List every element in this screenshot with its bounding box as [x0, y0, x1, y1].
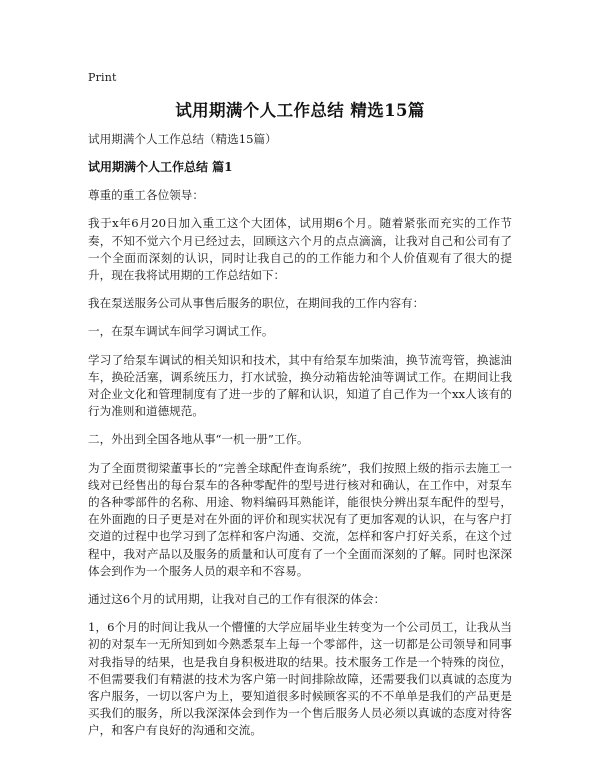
paragraph-item-one-heading: 一，在泵车调试车间学习调试工作。: [88, 324, 274, 339]
paragraph-reflection-one: 1，6个月的时间让我从一个懵懂的大学应届毕业生转变为一个公司员工，让我从当初的对泵车一无所知到如今熟悉泵车上每一个零部件，这一切都是公司领导和同事对我指导的结果，也是我自身积极进取的结果。技术服务工作是一个特殊的岗位，不但需要我们有精湛的技术为客户第一时间排除故障，还需要我们以真诚的态度为客户服务，一切以客户为上，要知道很多时候顾客买的不不单单是我们的产品更是买我们的服务，所以我深深体会到作为一个售后服务人员必须以真诚的态度对待客户，和客户有良好的沟通和交流。: [88, 620, 512, 738]
paragraph-greeting: 尊重的重工各位领导：: [88, 188, 204, 203]
paragraph-item-one-body: 学习了给泵车调试的相关知识和技术，其中有给泵车加柴油，换节流弯管，换滤油车，换砼活塞，调系统压力，打水试验，换分动箱齿轮油等调试工作。在期间让我对企业文化和管理制度有了进一步的了解和认识，知道了自己作为一个xx人该有的行为准则和道德规范。: [88, 352, 512, 419]
paragraph-item-two-body: 为了全面贯彻梁董事长的“完善全球配件查询系统”，我们按照上级的指示去施工一线对已经售出的每台泵车的各种零配件的型号进行核对和确认，在工作中，对泵车的各种零部件的名称、用途、物料编码耳熟能详，能很快分辨出泵车配件的型号，在外面跑的日子更是对在外面的评价和现实状况有了更加客观的认识，在与客户打交道的过程中也学习到了怎样和客户沟通、交流，怎样和客户打好关系，在这个过程中，我对产品以及服务的质量和认可度有了一个全面而深刻的了解。同时也深深体会到作为一个服务人员的艰辛和不容易。: [88, 460, 512, 578]
section-heading: 试用期满个人工作总结 篇1: [88, 160, 233, 175]
document-subtitle: 试用期满个人工作总结（精选15篇）: [88, 132, 277, 146]
paragraph-item-two-heading: 二，外出到全国各地从事“一机一册”工作。: [88, 432, 309, 447]
print-label[interactable]: Print: [88, 71, 117, 84]
page-title: 试用期满个人工作总结 精选15篇: [175, 101, 425, 120]
paragraph-job-content: 我在泵送服务公司从事售后服务的职位，在期间我的工作内容有：: [88, 296, 425, 311]
document-body: [88, 131, 512, 751]
paragraph-reflection-intro: 通过这6个月的试用期，让我对自己的工作有很深的体会：: [88, 592, 386, 607]
paragraph-intro: 我于x年6月20日加入重工这个大团体，试用期6个月。随着紧张而充实的工作节奏，不知不觉六个月已经过去，回顾这六个月的点点滴滴，让我对自己和公司有了一个全面而深刻的认识，同时让我自己的的工作能力和个人价值观有了很大的提升，现在我将试用期的工作总结如下：: [88, 216, 512, 283]
